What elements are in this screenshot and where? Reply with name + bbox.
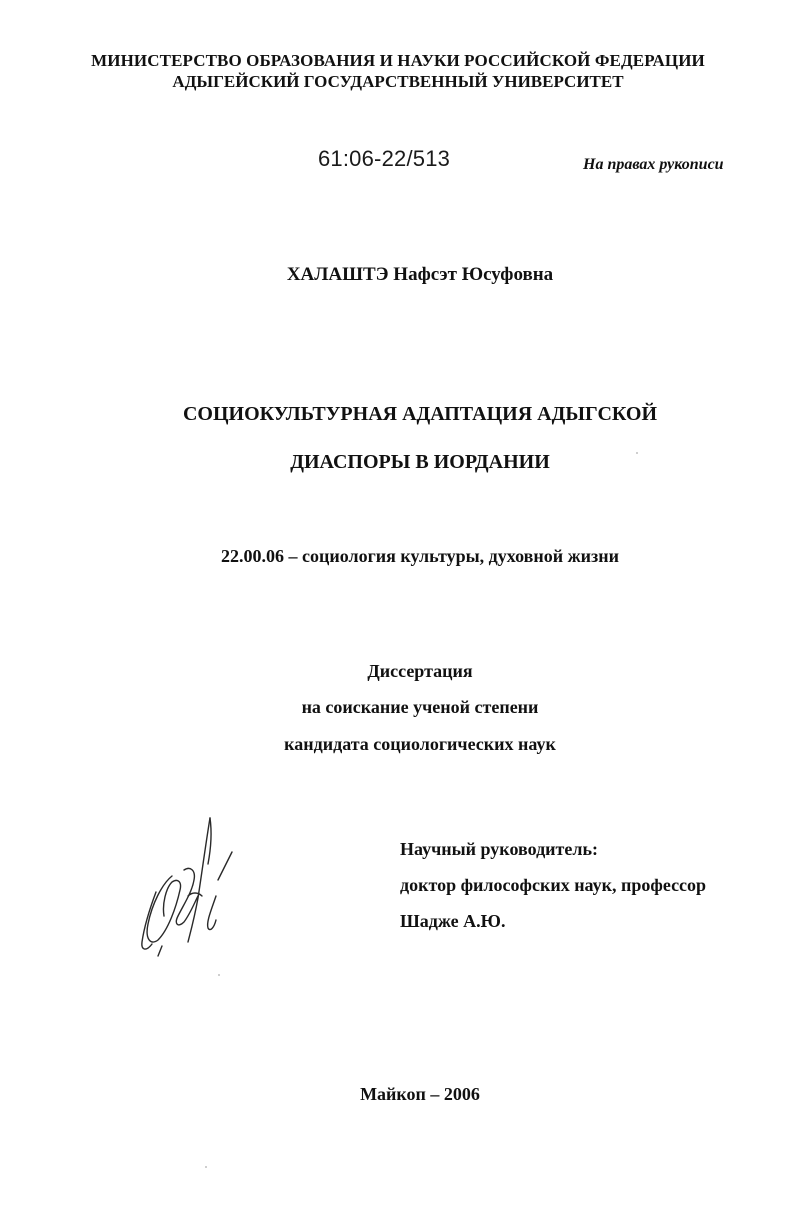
supervisor-name: Шадже А.Ю. bbox=[400, 911, 506, 931]
supervisor-degree: доктор философских наук, профессор bbox=[400, 875, 707, 895]
ministry-heading: МИНИСТЕРСТВО ОБРАЗОВАНИЯ И НАУКИ РОССИЙСКОЙ ФЕДЕРАЦИИ bbox=[91, 51, 705, 70]
university-heading: АДЫГЕЙСКИЙ ГОСУДАРСТВЕННЫЙ УНИВЕРСИТЕТ bbox=[172, 72, 624, 91]
catalog-code: 61:06-22/513 bbox=[318, 146, 451, 171]
degree-name: кандидата социологических наук bbox=[284, 734, 556, 754]
place-and-year: Майкоп – 2006 bbox=[360, 1084, 480, 1104]
manuscript-rights-note: На правах рукописи bbox=[583, 156, 724, 173]
specialty-code: 22.00.06 – социология культуры, духовной жизни bbox=[221, 546, 619, 566]
dissertation-title-line-2: ДИАСПОРЫ В ИОРДАНИИ bbox=[290, 451, 550, 473]
scan-speck bbox=[636, 452, 638, 454]
degree-purpose: на соискание ученой степени bbox=[301, 697, 539, 717]
dissertation-type: Диссертация bbox=[367, 661, 473, 681]
dissertation-title-line-1: СОЦИОКУЛЬТУРНАЯ АДАПТАЦИЯ АДЫГСКОЙ bbox=[182, 403, 658, 425]
signature-icon bbox=[132, 812, 242, 960]
scan-speck bbox=[205, 1166, 207, 1168]
scan-speck bbox=[218, 974, 220, 976]
supervisor-label: Научный руководитель: bbox=[400, 839, 598, 859]
author-name: ХАЛАШТЭ Нафсэт Юсуфовна bbox=[286, 264, 554, 285]
